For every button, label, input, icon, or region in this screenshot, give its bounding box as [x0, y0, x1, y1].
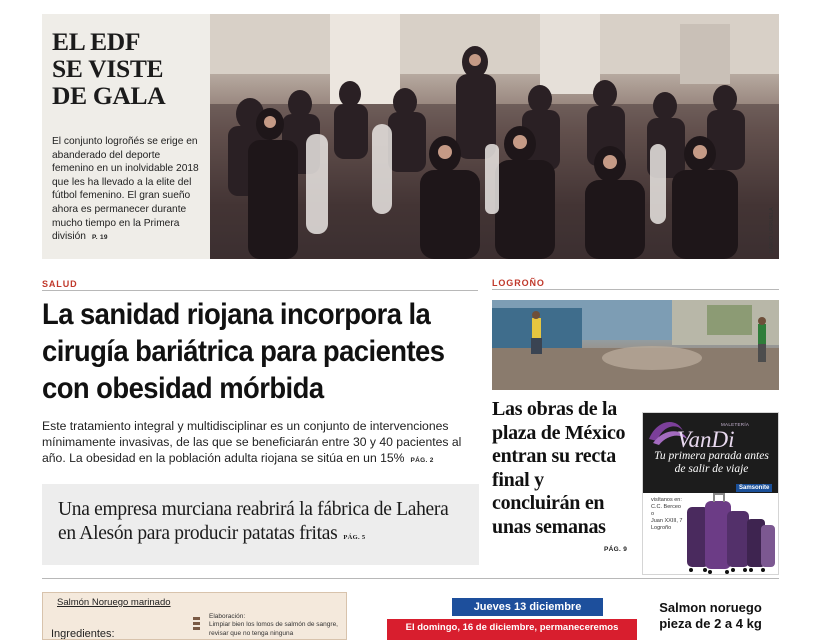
vandi-ad[interactable] — [642, 412, 779, 575]
main-deck — [42, 418, 478, 469]
feature-body — [52, 135, 200, 245]
feature-photo[interactable] — [210, 14, 779, 259]
vandi-subbrand: MALETERÍA — [721, 422, 750, 427]
logrono-page-ref[interactable]: PÁG. 9 — [604, 546, 628, 553]
teaser-text: Una empresa murciana reabrirá la fábrica de Lahera en Alesón para producir patatas fritas — [58, 499, 449, 544]
bullet-icon — [193, 617, 200, 620]
suitcases-icon — [643, 493, 779, 575]
bullet-icon — [193, 622, 200, 625]
vandi-tagline: Tu primera parada antes de salir de viaje — [654, 450, 769, 475]
section-divider — [42, 578, 779, 579]
samsonite-logo: Samsonite — [736, 484, 772, 492]
feature-section — [42, 14, 779, 259]
feature-page-ref[interactable]: P. 19 — [91, 234, 108, 242]
vandi-address: visítanos en: C.C. Berceo o Juan XXIII, 7 Logroño — [651, 497, 683, 531]
vandi-ad-header — [643, 413, 779, 493]
section-divider — [42, 290, 478, 291]
section-divider — [492, 289, 779, 290]
feature-body-text: El conjunto logroñés se erige en abanderado del deporte femenino en un inolvidable 2018 que les ha llevado a la elite del fútbol femenino. El gran sueño ahora es permanecer durante mucho tiempo en la Primera división — [52, 136, 199, 243]
logrono-kicker[interactable]: LOGROÑO — [492, 278, 545, 288]
feature-title[interactable]: EL EDF SE VISTE DE GALA — [52, 27, 166, 110]
logrono-photo[interactable] — [492, 300, 779, 390]
salmon-ad-text[interactable]: Salmon noruego pieza de 2 a 4 kg — [659, 600, 762, 631]
gala-photo-illustration — [210, 14, 779, 259]
recipe-elaboration: Elaboración: Limpiar bien los lomos de salmón de sangre, revisar que no tenga ninguna — [209, 613, 338, 637]
teaser-headline — [58, 498, 463, 550]
feature-text-panel — [42, 14, 210, 259]
bullet-icon — [193, 627, 200, 630]
works-photo-illustration — [492, 300, 779, 390]
main-headline[interactable]: La sanidad riojana incorpora la cirugía bariátrica para pacientes con obesidad mórbida — [42, 298, 445, 405]
photo-credit: DARIO URRUELA — [769, 206, 775, 253]
teaser-box[interactable] — [42, 484, 479, 565]
recipe-bullets-icon — [193, 617, 202, 632]
recipe-title: Salmón Noruego marinado — [57, 597, 171, 608]
promo-notice-bar[interactable]: El domingo, 16 de diciembre, permaneceremos — [387, 619, 637, 640]
main-page-ref[interactable]: PÁG. 2 — [410, 457, 434, 464]
recipe-ad[interactable] — [42, 592, 347, 640]
main-deck-text: Este tratamiento integral y multidisciplinar es un conjunto de intervenciones mínimamente invasivas, de las que se beneficiarán entre 30 y 40 pacientes al año. La obesidad en la población adulta riojana se sitúa en un 15% — [42, 419, 462, 465]
salud-kicker[interactable]: SALUD — [42, 279, 78, 289]
teaser-page-ref[interactable]: PÁG. 5 — [343, 534, 366, 541]
logrono-headline[interactable]: Las obras de la plaza de México entran su recta final y concluirán en unas semanas — [492, 398, 626, 538]
promo-date-banner[interactable]: Jueves 13 diciembre — [452, 598, 603, 616]
recipe-ingredients-label: Ingredientes: — [51, 628, 115, 640]
vandi-brand: VanDi — [677, 427, 735, 452]
